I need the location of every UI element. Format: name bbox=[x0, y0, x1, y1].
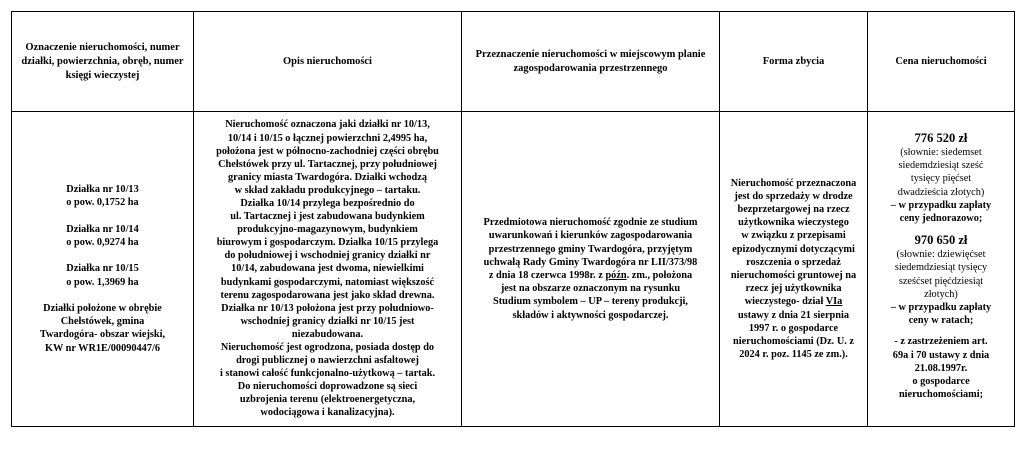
description-line: Nieruchomość oznaczona jaki działki nr 10/13, bbox=[225, 119, 430, 131]
price-reservation: o gospodarce bbox=[912, 376, 970, 388]
zoning-line: Studium symbolem – UP – tereny produkcji, bbox=[493, 296, 688, 308]
price-reservation: 69a i 70 ustawy z dnia bbox=[892, 349, 990, 361]
description-line: Działka nr 10/13 położona jest przy południowo- bbox=[221, 302, 434, 314]
price-one-time: 776 520 zł bbox=[914, 131, 968, 145]
sale-form-text: wieczystego- dział bbox=[744, 296, 826, 308]
price-installments-words: (słownie: dziewięćset bbox=[896, 249, 986, 261]
description-line: Działka 10/14 przylega bezpośrednio do bbox=[240, 197, 415, 209]
sale-form-line: w związku z przepisami bbox=[741, 230, 846, 242]
location-line-2: Chełstówek, gmina bbox=[60, 316, 145, 328]
description-line: 10/14, zabudowana jest dwoma, niewielkimi bbox=[231, 263, 424, 275]
price-reservation: - z zastrzeżeniem art. bbox=[894, 336, 988, 348]
sale-form-line: rzecz jej użytkownika bbox=[745, 283, 842, 295]
sale-form-line bbox=[720, 295, 867, 308]
sale-form-underlined-text: VIa bbox=[825, 296, 843, 308]
location-line-3: Twardogóra- obszar wiejski, bbox=[39, 329, 166, 341]
designation-cell bbox=[12, 112, 194, 427]
description-line: niezabudowana. bbox=[291, 328, 364, 340]
description-line: 10/14 i 10/15 o łącznej powierzchni 2,4995 ha, bbox=[227, 132, 428, 144]
property-table bbox=[11, 11, 1015, 427]
price-installments-note: – w przypadku zapłaty bbox=[890, 302, 992, 314]
description-line: budynkami gospodarczymi, natomiast większość bbox=[220, 276, 435, 288]
sale-form-line: bezprzetargowej na rzecz bbox=[737, 203, 850, 215]
price-one-time-words: dwadzieścia złotych) bbox=[897, 186, 985, 198]
sale-form-line: 1997 r. o gospodarce bbox=[748, 322, 839, 334]
description-line: granicy miasta Twardogóra. Działki wchodzą bbox=[228, 171, 427, 183]
description-line: terenu zagospodarowana jest jako skład drewna. bbox=[220, 289, 435, 301]
description-line: wschodniej granicy działki nr 10/15 jest bbox=[240, 315, 415, 327]
price-one-time-note: ceny jednorazowo; bbox=[899, 213, 983, 225]
price-installments-note: ceny w ratach; bbox=[908, 315, 974, 327]
price-cell bbox=[868, 112, 1015, 427]
price-one-time-words: siedemdziesiąt sześć bbox=[898, 160, 984, 172]
description-line: położona jest w północno-zachodniej części obrębu bbox=[216, 145, 439, 157]
zoning-line: składów i aktywności gospodarczej. bbox=[512, 309, 669, 321]
header-designation: Oznaczenie nieruchomości, numer działki, powierzchnia, obręb, numer księgi wieczystej bbox=[12, 12, 194, 112]
price-installments-words: sześćset pięćdziesiąt bbox=[898, 275, 984, 287]
description-line: biurowym i gospodarczym. Działka 10/15 przylega bbox=[216, 237, 439, 249]
price-one-time-words: tysięcy pięćset bbox=[910, 173, 972, 185]
plot-1-number: Działka nr 10/13 bbox=[66, 184, 139, 196]
header-sale-form: Forma zbycia bbox=[720, 12, 868, 112]
price-installments: 970 650 zł bbox=[914, 233, 968, 248]
plot-2-number: Działka nr 10/14 bbox=[66, 223, 139, 235]
sale-form-line: ustawy z dnia 21 sierpnia bbox=[738, 309, 849, 321]
zoning-line: Przedmiotowa nieruchomość zgodnie ze studium bbox=[483, 217, 698, 229]
description-line: Nieruchomość jest ogrodzona, posiada dostęp do bbox=[220, 342, 435, 354]
price-installments-words: złotych) bbox=[924, 288, 958, 300]
price-reservation: 21.08.1997r. bbox=[914, 362, 968, 374]
description-line: i stanowi całość funkcjonalno-użytkową – tartak. bbox=[219, 368, 436, 380]
plot-2-area: o pow. 0,9274 ha bbox=[66, 236, 139, 248]
description-line: do południowej i wschodniej granicy działki nr bbox=[224, 250, 431, 262]
zoning-line: jest na obszarze oznaczonym na rysunku bbox=[500, 283, 681, 295]
plot-3-number: Działka nr 10/15 bbox=[66, 263, 139, 275]
header-zoning: Przeznaczenie nieruchomości w miejscowym planie zagospodarowania przestrzennego bbox=[462, 12, 720, 112]
zoning-line bbox=[462, 269, 719, 282]
zoning-line: uwarunkowań i kierunków zagospodarowania bbox=[488, 230, 693, 242]
header-price: Cena nieruchomości bbox=[868, 12, 1015, 112]
sale-form-line: epizodycznymi dotyczącymi bbox=[732, 243, 855, 255]
sale-form-line: roszczenia o sprzedaż bbox=[746, 256, 841, 268]
sale-form-cell bbox=[720, 112, 868, 427]
description-line: wodociągowa i kanalizacyjna). bbox=[260, 407, 395, 419]
sale-form-line: nieruchomości gruntowej na bbox=[730, 270, 857, 281]
description-line: produkcyjno-magazynowym, budynkiem bbox=[237, 224, 418, 236]
description-line: w skład zakładu produkcyjnego – tartaku. bbox=[234, 184, 421, 196]
sale-form-line: użytkownika wieczystego bbox=[738, 217, 849, 229]
zoning-text: z dnia 18 czerwca 1998r. z bbox=[488, 270, 606, 281]
price-one-time-words: (słownie: siedemset bbox=[900, 147, 982, 158]
sale-form-line: Nieruchomość przeznaczona bbox=[730, 177, 857, 189]
plot-3-area: o pow. 1,3969 ha bbox=[66, 276, 139, 288]
property-row bbox=[12, 112, 1015, 427]
description-line: Chełstówek przy ul. Tartacznej, przy południowej bbox=[218, 158, 437, 170]
zoning-line: uchwałą Rady Gminy Twardogóra nr LII/373/98 bbox=[483, 256, 698, 268]
price-reservation: nieruchomościami; bbox=[898, 389, 984, 401]
description-line: drogi publicznej o nawierzchni asfaltowej bbox=[236, 355, 419, 367]
land-register-number: KW nr WR1E/00090447/6 bbox=[44, 342, 160, 354]
zoning-cell bbox=[462, 112, 720, 427]
sale-form-line: nieruchomościami (Dz. U. z bbox=[733, 336, 854, 348]
sale-form-line: 2024 r. poz. 1145 ze zm.). bbox=[739, 349, 848, 361]
zoning-line: przestrzennego gminy Twardogóra, przyjętym bbox=[488, 243, 693, 255]
description-line: uzbrojenia terenu (elektroenergetyczna, bbox=[239, 394, 416, 406]
header-row bbox=[12, 12, 1015, 112]
price-one-time-note: – w przypadku zapłaty bbox=[890, 199, 992, 211]
plot-1-area: o pow. 0,1752 ha bbox=[66, 197, 139, 209]
description-line: ul. Tartacznej i jest zabudowana budynkiem bbox=[230, 211, 425, 223]
description-line: Do nieruchomości doprowadzone są sieci bbox=[237, 381, 418, 393]
zoning-underlined-text: późn bbox=[605, 270, 627, 281]
description-cell bbox=[194, 112, 462, 427]
price-installments-words: siedemdziesiąt tysięcy bbox=[894, 262, 988, 274]
header-description: Opis nieruchomości bbox=[194, 12, 462, 112]
zoning-text: . zm., położona bbox=[626, 270, 693, 281]
location-line-1: Działki położone w obrębie bbox=[43, 302, 162, 314]
sale-form-line: jest do sprzedaży w drodze bbox=[734, 190, 853, 202]
